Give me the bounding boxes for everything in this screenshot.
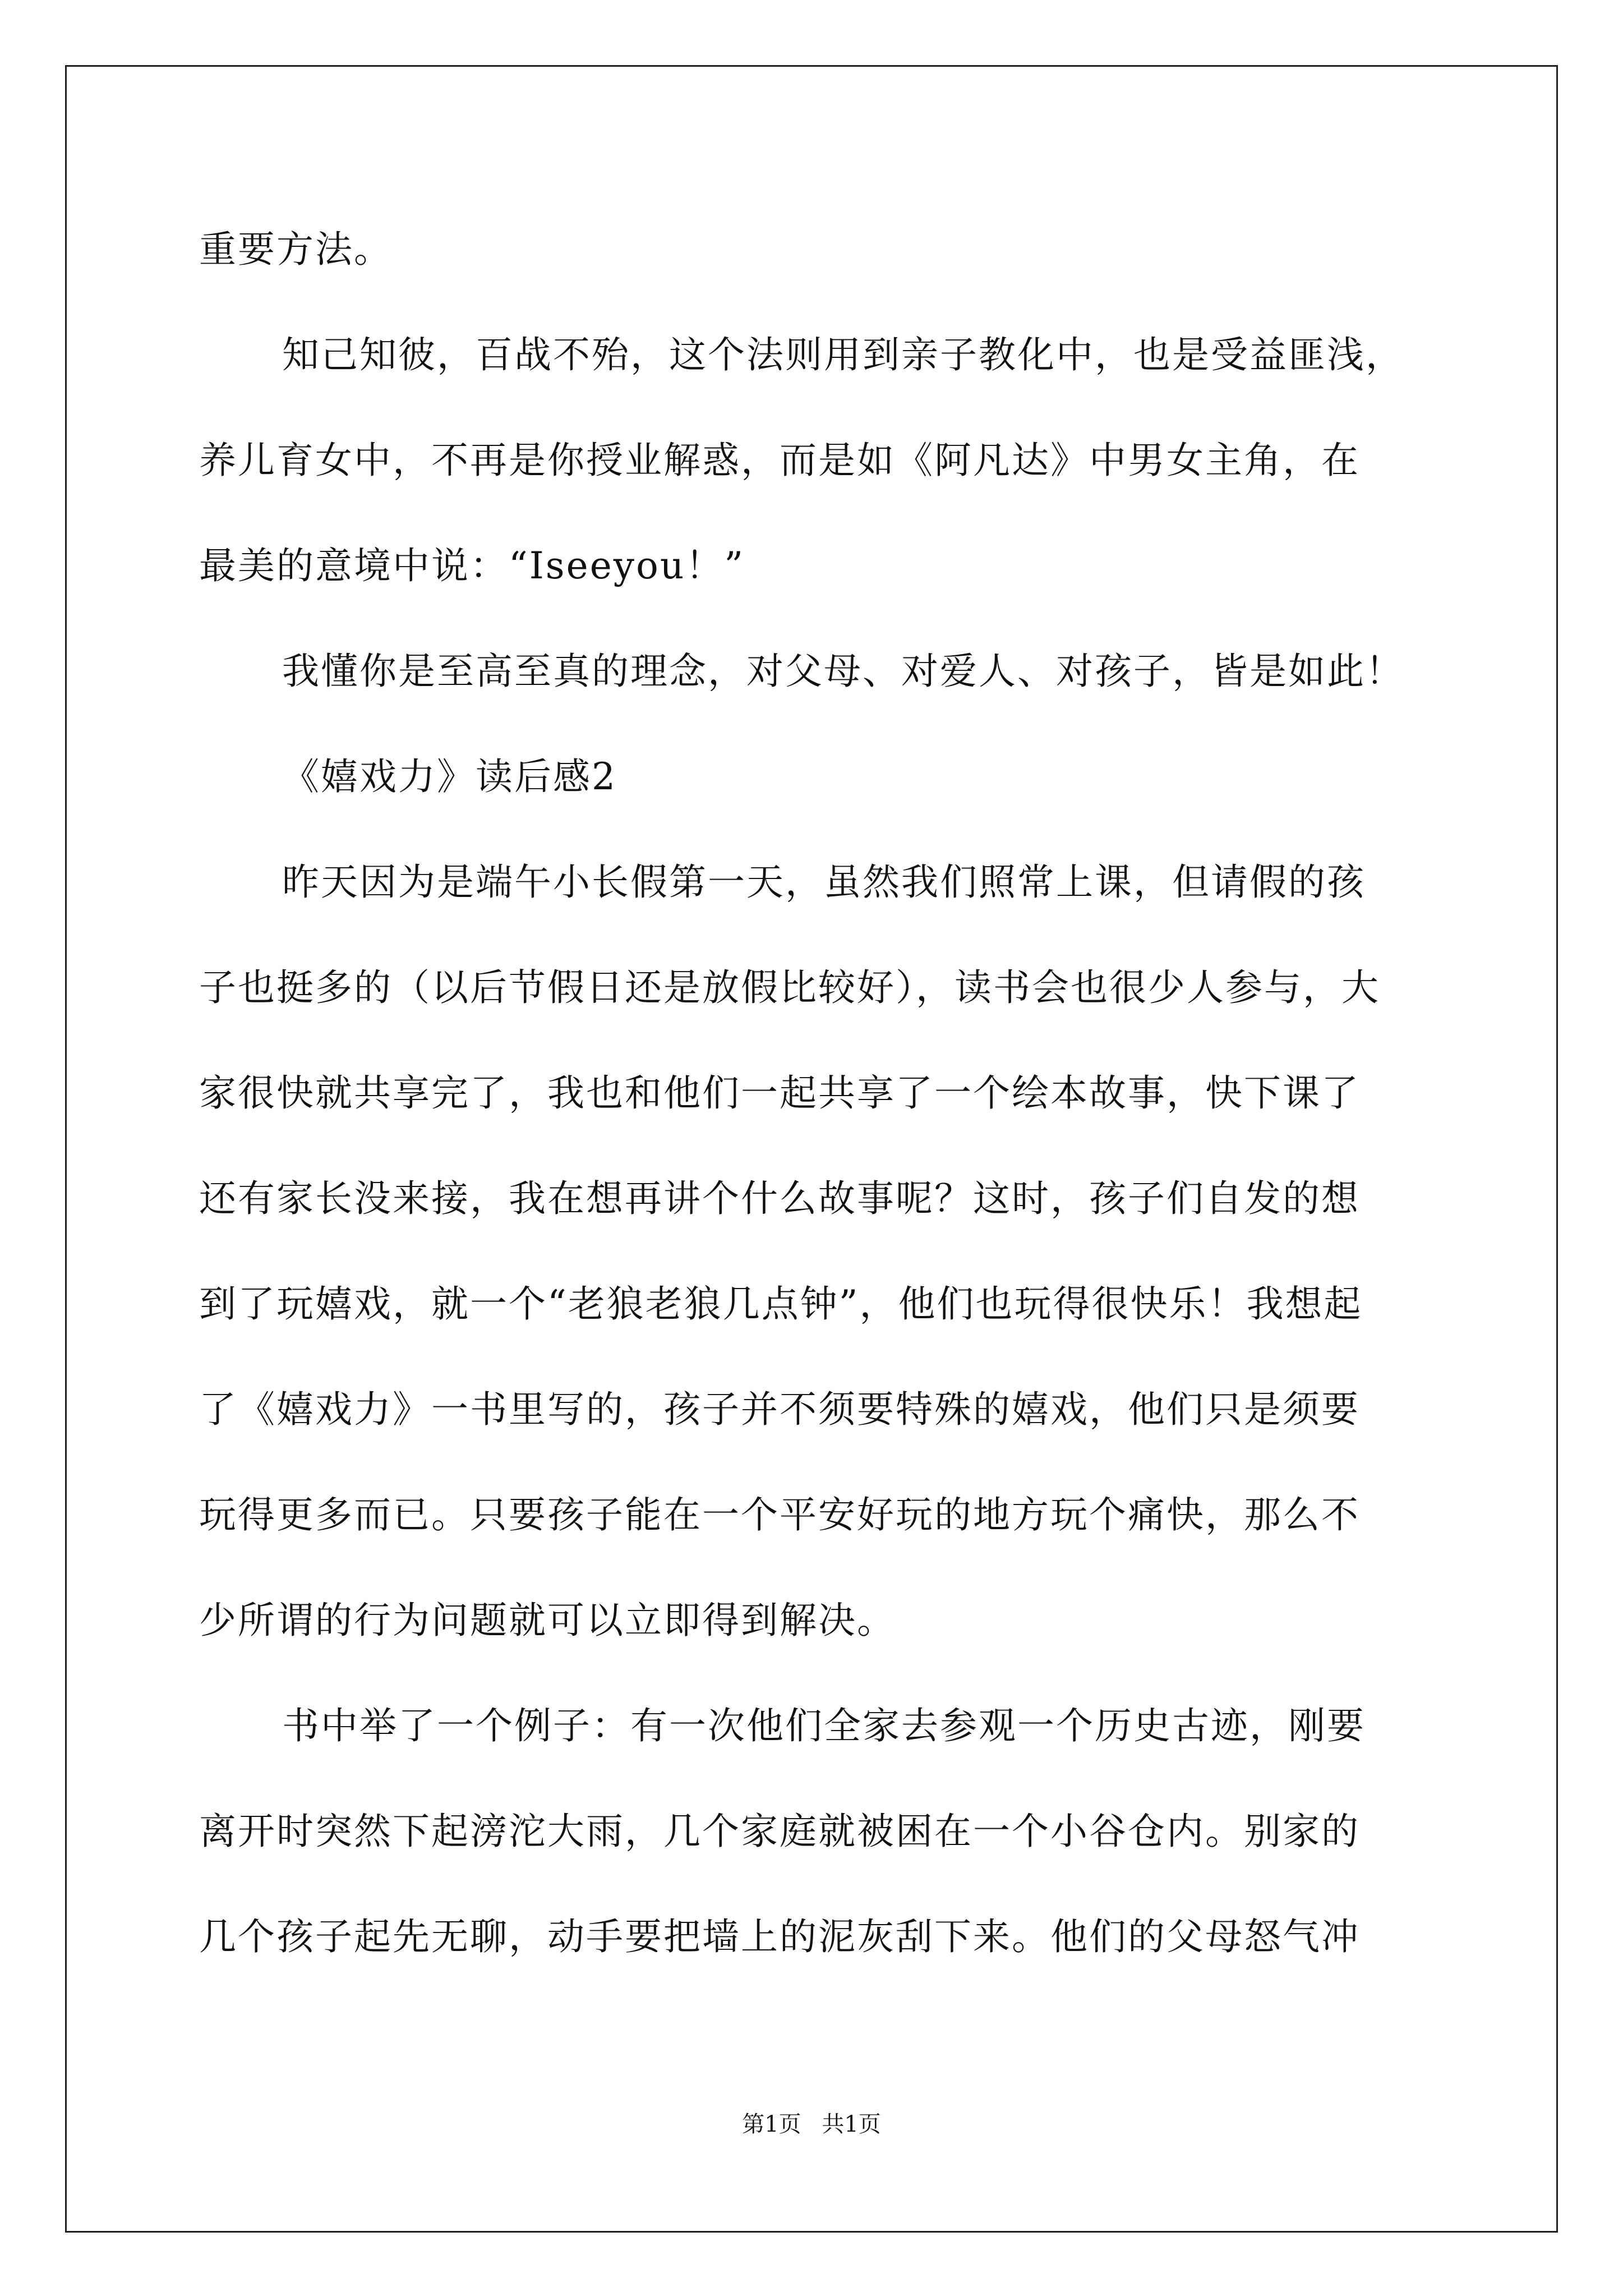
text-line: 书中举了一个例子：有一次他们全家去参观一个历史古迹，刚要 xyxy=(282,1704,1366,1747)
text-line: 昨天因为是端午小长假第一天，虽然我们照常上课，但请假的孩 xyxy=(282,861,1366,904)
text-line: 家很快就共享完了，我也和他们一起共享了一个绘本故事，快下课了 xyxy=(199,1071,1360,1115)
section-heading: 《嬉戏力》读后感2 xyxy=(282,755,617,798)
page-footer xyxy=(0,2110,1623,2138)
text-line: 还有家长没来接，我在想再讲个什么故事呢？这时，孩子们自发的想 xyxy=(199,1177,1360,1220)
text-line: 子也挺多的（以后节假日还是放假比较好），读书会也很少人参与，大 xyxy=(199,966,1380,1009)
text-line: 少所谓的行为问题就可以立即得到解决。 xyxy=(199,1599,896,1642)
text-line: 玩得更多而已。只要孩子能在一个平安好玩的地方玩个痛快，那么不 xyxy=(199,1493,1360,1536)
text-line: 最美的意境中说：“Iseeyou！” xyxy=(199,544,745,587)
page-border xyxy=(65,65,1558,2233)
text-line: 知己知彼，百战不殆，这个法则用到亲子教化中，也是受益匪浅， xyxy=(282,333,1404,376)
text-line: 我懂你是至高至真的理念，对父母、对爱人、对孩子，皆是如此！ xyxy=(282,650,1404,693)
text-line: 到了玩嬉戏，就一个“老狼老狼几点钟”，他们也玩得很快乐！我想起 xyxy=(199,1282,1363,1326)
text-line: 离开时突然下起滂沱大雨，几个家庭就被困在一个小谷仓内。别家的 xyxy=(199,1810,1360,1853)
text-line: 几个孩子起先无聊，动手要把墙上的泥灰刮下来。他们的父母怒气冲 xyxy=(199,1915,1360,1958)
page-total: 共1页 xyxy=(822,2111,881,2137)
text-line: 了《嬉戏力》一书里写的，孩子并不须要特殊的嬉戏，他们只是须要 xyxy=(199,1388,1360,1431)
page-number: 第1页 xyxy=(742,2111,801,2137)
text-line: 重要方法。 xyxy=(199,228,393,271)
text-line: 养儿育女中，不再是你授业解惑，而是如《阿凡达》中男女主角，在 xyxy=(199,439,1360,482)
